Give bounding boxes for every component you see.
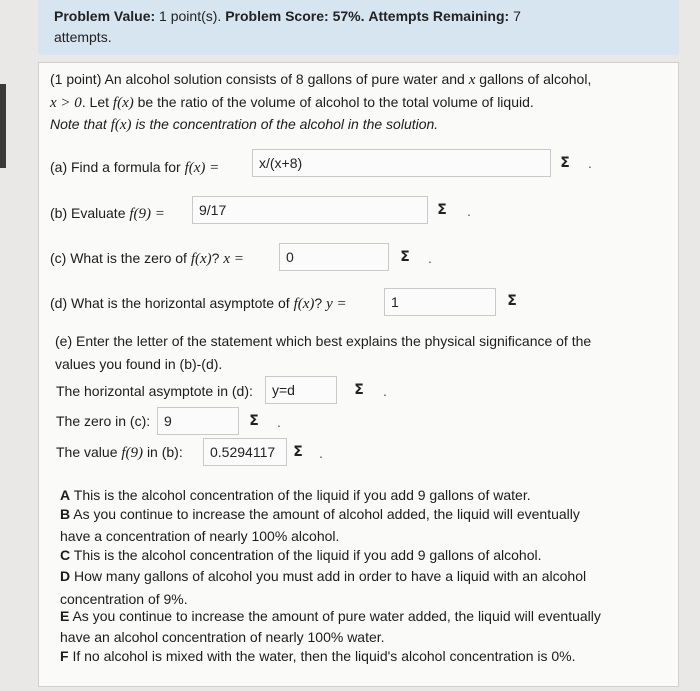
intro-line-1 — [50, 71, 591, 89]
choice-letter: C — [60, 547, 71, 563]
part-c-math-fx: f(x) — [190, 251, 212, 267]
choice-e — [60, 608, 601, 624]
part-b-equation-editor-icon[interactable]: Σ — [437, 202, 447, 218]
problem-value: 1 point(s). — [159, 8, 222, 24]
zero-equation-editor-icon[interactable]: Σ — [249, 413, 259, 429]
choice-c — [60, 547, 542, 563]
asymptote-label: The horizontal asymptote in (d): — [56, 383, 253, 399]
intro-text: be the ratio of the volume of alcohol to the total volume of liquid. — [137, 94, 534, 110]
problem-value-label: Problem Value: — [54, 8, 156, 24]
value-equation-editor-icon[interactable]: Σ — [293, 444, 303, 460]
value-label-math: f(9) — [121, 445, 144, 461]
part-a-equation-editor-icon[interactable]: Σ — [560, 155, 570, 171]
part-b-math: f(9) = — [129, 206, 165, 222]
part-c-label: (c) What is the zero of — [50, 250, 187, 266]
choice-letter: E — [60, 608, 70, 624]
math-x: x — [468, 72, 476, 88]
part-a-label: (a) Find a formula for — [50, 159, 181, 175]
value-label — [56, 444, 183, 462]
intro-line-3 — [50, 116, 438, 134]
part-b-prompt — [50, 205, 165, 223]
choice-b-cont: have a concentration of nearly 100% alcohol. — [60, 528, 340, 544]
part-b-dot: . — [467, 203, 471, 219]
choice-text: As you continue to increase the amount of alcohol added, the liquid will eventually — [73, 506, 580, 522]
left-edge-bar — [0, 84, 6, 168]
part-d-qmark: ? — [314, 295, 323, 311]
part-b-answer-input[interactable]: 9/17 — [192, 196, 428, 224]
choice-d — [60, 568, 586, 584]
zero-label: The zero in (c): — [56, 413, 151, 429]
part-c-answer-input[interactable]: 0 — [279, 243, 389, 271]
part-c-dot: . — [428, 250, 432, 266]
part-c-prompt — [50, 250, 244, 268]
choice-a — [60, 487, 531, 503]
zero-dot: . — [277, 414, 281, 430]
part-d-answer-input[interactable]: 1 — [384, 288, 496, 316]
attempts-word: attempts. — [54, 29, 112, 45]
value-label-text: The value — [56, 444, 118, 460]
problem-score-label: Problem Score: — [225, 8, 329, 24]
choice-text: This is the alcohol concentration of the liquid if you add 9 gallons of water. — [73, 487, 531, 503]
intro-line-2 — [50, 94, 534, 112]
choice-letter: A — [60, 487, 71, 503]
choice-d-cont: concentration of 9%. — [60, 591, 188, 607]
part-c-qmark: ? — [211, 250, 220, 266]
problem-status-header — [38, 0, 679, 55]
part-d-label: (d) What is the horizontal asymptote of — [50, 295, 290, 311]
part-d-math-y: y = — [326, 296, 347, 312]
choice-text: This is the alcohol concentration of the liquid if you add 9 gallons of alcohol. — [73, 547, 542, 563]
intro-text: . Let — [81, 94, 110, 110]
part-a-answer-input[interactable]: x/(x+8) — [252, 149, 551, 177]
intro-text: is the concentration of the alcohol in the solution. — [135, 116, 439, 132]
choice-letter: B — [60, 506, 71, 522]
part-a-prompt — [50, 159, 219, 177]
attempts-label: Attempts Remaining: — [368, 8, 510, 24]
intro-text: Note that — [50, 116, 107, 132]
math-condition: x > 0 — [50, 95, 82, 111]
asymptote-letter-input[interactable]: y=d — [265, 376, 337, 404]
choice-letter: F — [60, 648, 69, 664]
part-d-prompt — [50, 295, 347, 313]
part-d-math-fx: f(x) — [293, 296, 315, 312]
asymptote-dot: . — [383, 383, 387, 399]
choice-f — [60, 648, 576, 664]
choice-b — [60, 506, 580, 522]
value-letter-input[interactable]: 0.5294117 — [203, 438, 287, 466]
math-fx: f(x) — [112, 95, 134, 111]
problem-score: 57%. — [332, 8, 365, 24]
choice-text: How many gallons of alcohol you must add in order to have a liquid with an alcohol — [74, 568, 587, 584]
intro-text: (1 point) An alcohol solution consists of 8 gallons of pure water and — [50, 71, 465, 87]
part-a-math: f(x) = — [184, 160, 220, 176]
part-e-line-1: (e) Enter the letter of the statement which best explains the physical significance of the — [55, 333, 592, 349]
part-a-dot: . — [588, 155, 592, 171]
choice-text: As you continue to increase the amount of pure water added, the liquid will eventually — [72, 608, 601, 624]
attempts-count: 7 — [513, 8, 521, 24]
part-d-equation-editor-icon[interactable]: Σ — [507, 293, 517, 309]
value-label-text: in (b): — [146, 444, 183, 460]
value-dot: . — [319, 445, 323, 461]
asymptote-equation-editor-icon[interactable]: Σ — [354, 382, 364, 398]
status-line — [54, 6, 663, 27]
part-c-equation-editor-icon[interactable]: Σ — [400, 249, 410, 265]
part-c-math-x: x = — [223, 251, 244, 267]
choice-e-cont: have an alcohol concentration of nearly 100% water. — [60, 629, 385, 645]
part-b-label: (b) Evaluate — [50, 205, 126, 221]
choice-letter: D — [60, 568, 71, 584]
choice-text: If no alcohol is mixed with the water, then the liquid's alcohol concentration is 0%. — [72, 648, 576, 664]
intro-text: gallons of alcohol, — [479, 71, 592, 87]
part-e-line-2: values you found in (b)-(d). — [55, 356, 223, 372]
zero-letter-input[interactable]: 9 — [157, 407, 239, 435]
math-fx: f(x) — [110, 117, 132, 133]
